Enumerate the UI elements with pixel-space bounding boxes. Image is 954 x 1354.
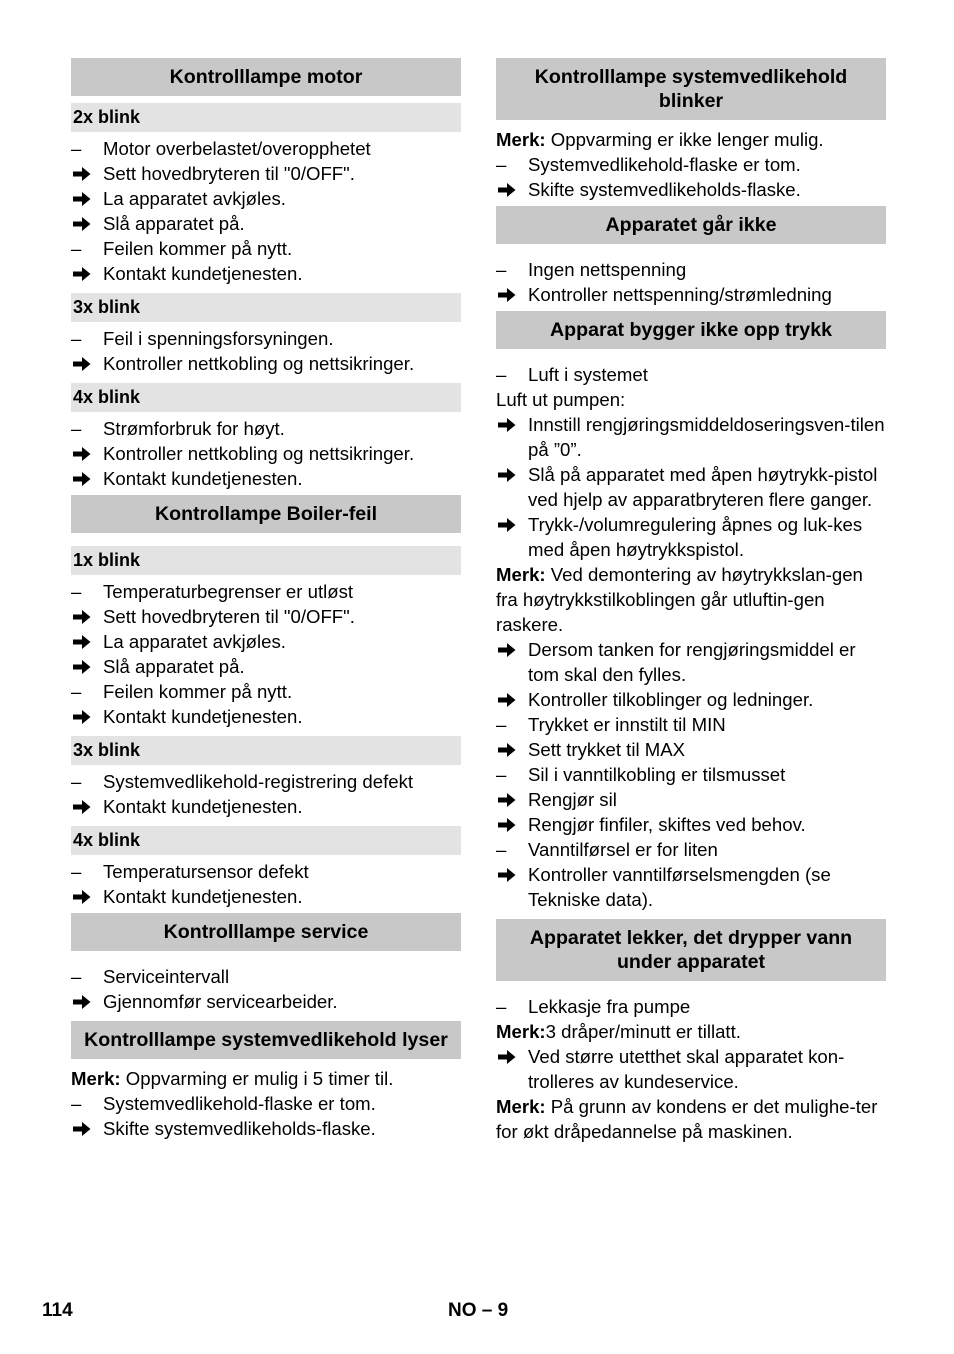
arrow-right-icon <box>73 211 97 236</box>
systemvedlikehold-blinker-list <box>496 152 886 202</box>
blink-item-list <box>71 859 461 909</box>
list-item-text: Lekkasje fra pumpe <box>528 996 691 1017</box>
cause-list-item <box>71 1091 461 1116</box>
trykk-list-3 <box>496 637 886 912</box>
arrow-right-icon <box>498 687 522 712</box>
action-list-item <box>71 466 461 491</box>
dash-bullet-icon: – <box>496 154 507 175</box>
action-list-item <box>71 441 461 466</box>
blink-item-list <box>71 326 461 376</box>
action-list-item <box>71 989 461 1014</box>
dash-bullet-icon: – <box>71 771 82 792</box>
section-heading-motor: Kontrolllampe motor <box>71 58 461 96</box>
section-heading-gar-ikke: Apparatet går ikke <box>496 206 886 244</box>
list-item-text: Skifte systemvedlikeholds-flaske. <box>103 1118 376 1139</box>
list-item-text: Temperatursensor defekt <box>103 861 309 882</box>
list-item-text: Feilen kommer på nytt. <box>103 681 293 702</box>
section-heading-lekker: Apparatet lekker, det drypper vann under apparatet <box>496 919 886 981</box>
dash-bullet-icon: – <box>496 839 507 860</box>
systemvedlikehold-lyser-list <box>71 1091 461 1141</box>
action-list-item <box>496 812 886 837</box>
gar-ikke-list <box>496 257 886 307</box>
note-lekker-1 <box>496 1019 886 1044</box>
list-item-text: Kontakt kundetjenesten. <box>103 796 303 817</box>
arrow-right-icon <box>73 654 97 679</box>
arrow-right-icon <box>498 1044 522 1069</box>
note-label: Merk: <box>71 1068 121 1089</box>
list-item-text: Ingen nettspenning <box>528 259 687 280</box>
note-systemvedlikehold-lyser <box>71 1066 461 1091</box>
cause-list-item <box>71 679 461 704</box>
list-item-text: Gjennomfør servicearbeider. <box>103 991 338 1012</box>
blink-item-list <box>71 416 461 491</box>
list-item-text: Rengjør sil <box>528 789 617 810</box>
arrow-right-icon <box>498 282 522 307</box>
action-list-item <box>496 787 886 812</box>
dash-bullet-icon: – <box>71 328 82 349</box>
list-item-text: Rengjør finfiler, skiftes ved behov. <box>528 814 806 835</box>
list-item-text: Systemvedlikehold-registrering defekt <box>103 771 414 792</box>
action-list-item <box>71 211 461 236</box>
note-label: Merk: <box>496 1096 546 1117</box>
right-column <box>496 58 886 1144</box>
action-list-item <box>496 177 886 202</box>
note-label: Merk: <box>496 129 546 150</box>
list-item-text: Sett trykket til MAX <box>528 739 686 760</box>
cause-list-item <box>71 859 461 884</box>
boiler-groups <box>71 546 461 909</box>
action-list-item <box>71 794 461 819</box>
arrow-right-icon <box>73 351 97 376</box>
note-label: Merk: <box>496 564 546 585</box>
arrow-right-icon <box>73 794 97 819</box>
arrow-right-icon <box>73 604 97 629</box>
note-text: På grunn av kondens er det mulighe-ter for økt dråpedannelse på maskinen. <box>496 1096 878 1142</box>
note-text: 3 dråper/minutt er tillatt. <box>545 1021 741 1042</box>
section-heading-systemvedlikehold-blinker: Kontrolllampe systemvedlikehold blinker <box>496 58 886 120</box>
subheading-blink-count: 3x blink <box>71 293 461 322</box>
dash-bullet-icon: – <box>496 364 507 385</box>
cause-list-item <box>496 362 886 387</box>
action-list-item <box>71 654 461 679</box>
dash-bullet-icon: – <box>496 259 507 280</box>
cause-list-item <box>71 416 461 441</box>
dash-bullet-icon: – <box>71 861 82 882</box>
dash-bullet-icon: – <box>71 238 82 259</box>
trykk-item-1 <box>496 362 886 387</box>
list-item-text: Strømforbruk for høyt. <box>103 418 285 439</box>
cause-list-item <box>71 964 461 989</box>
list-item-text: Kontroller nettkobling og nettsikringer. <box>103 443 415 464</box>
arrow-right-icon <box>498 812 522 837</box>
arrow-right-icon <box>498 787 522 812</box>
cause-list-item <box>71 769 461 794</box>
service-list <box>71 964 461 1014</box>
note-systemvedlikehold-blinker <box>496 127 886 152</box>
action-list-item <box>496 512 886 562</box>
subheading-blink-count: 4x blink <box>71 383 461 412</box>
list-item-text: Innstill rengjøringsmiddeldoseringsven-tilen på ”0”. <box>528 414 885 460</box>
dash-bullet-icon: – <box>71 966 82 987</box>
arrow-right-icon <box>498 512 522 537</box>
subheading-blink-count: 2x blink <box>71 103 461 132</box>
arrow-right-icon <box>73 466 97 491</box>
list-item-text: Kontroller tilkoblinger og ledninger. <box>528 689 814 710</box>
note-text: Oppvarming er mulig i 5 timer til. <box>120 1068 394 1089</box>
note-text: Oppvarming er ikke lenger mulig. <box>545 129 824 150</box>
list-item-text: Systemvedlikehold-flaske er tom. <box>528 154 801 175</box>
list-item-text: Kontroller nettkobling og nettsikringer. <box>103 353 415 374</box>
dash-bullet-icon: – <box>71 418 82 439</box>
action-list-item <box>71 351 461 376</box>
action-list-item <box>496 687 886 712</box>
arrow-right-icon <box>73 186 97 211</box>
list-item-text: Kontroller vanntilførselsmengden (se Tekniske data). <box>528 864 831 910</box>
arrow-right-icon <box>498 462 522 487</box>
section-page-label: NO – 9 <box>448 1300 509 1321</box>
dash-bullet-icon: – <box>71 138 82 159</box>
dash-bullet-icon: – <box>71 1093 82 1114</box>
dash-bullet-icon: – <box>496 764 507 785</box>
list-item-text: Kontroller nettspenning/strømledning <box>528 284 832 305</box>
section-heading-trykk: Apparat bygger ikke opp trykk <box>496 311 886 349</box>
cause-list-item <box>496 837 886 862</box>
list-item-text: Dersom tanken for rengjøringsmiddel er tom skal den fylles. <box>528 639 856 685</box>
subheading-blink-count: 3x blink <box>71 736 461 765</box>
note-lekker-2 <box>496 1094 886 1144</box>
action-list-item <box>71 629 461 654</box>
lekker-item-2 <box>496 1044 886 1094</box>
list-item-text: Skifte systemvedlikeholds-flaske. <box>528 179 801 200</box>
action-list-item <box>496 862 886 912</box>
list-item-text: Sil i vanntilkobling er tilsmusset <box>528 764 786 785</box>
list-item-text: Slå apparatet på. <box>103 213 245 234</box>
cause-list-item <box>496 712 886 737</box>
action-list-item <box>496 637 886 687</box>
arrow-right-icon <box>73 629 97 654</box>
trykk-list-2 <box>496 412 886 562</box>
arrow-right-icon <box>73 704 97 729</box>
note-trykk <box>496 562 886 637</box>
list-item-text: Temperaturbegrenser er utløst <box>103 581 354 602</box>
cause-list-item <box>496 152 886 177</box>
list-item-text: Luft i systemet <box>528 364 648 385</box>
arrow-right-icon <box>498 862 522 887</box>
lekker-item-1 <box>496 994 886 1019</box>
action-list-item <box>71 261 461 286</box>
arrow-right-icon <box>73 884 97 909</box>
action-list-item <box>71 884 461 909</box>
arrow-right-icon <box>498 737 522 762</box>
list-item-text: Sett hovedbryteren til "0/OFF". <box>103 606 355 627</box>
subheading-blink-count: 4x blink <box>71 826 461 855</box>
arrow-right-icon <box>498 412 522 437</box>
action-list-item <box>496 737 886 762</box>
list-item-text: Feilen kommer på nytt. <box>103 238 293 259</box>
cause-list-item <box>496 762 886 787</box>
trykk-paragraph: Luft ut pumpen: <box>496 389 626 410</box>
cause-list-item <box>71 136 461 161</box>
arrow-right-icon <box>498 177 522 202</box>
list-item-text: Kontakt kundetjenesten. <box>103 886 303 907</box>
dash-bullet-icon: – <box>71 581 82 602</box>
list-item-text: Slå på apparatet med åpen høytrykk-pistol ved hjelp av apparatbryteren flere ganger. <box>528 464 878 510</box>
arrow-right-icon <box>498 637 522 662</box>
list-item-text: Feil i spenningsforsyningen. <box>103 328 334 349</box>
list-item-text: La apparatet avkjøles. <box>103 631 286 652</box>
section-heading-boiler: Kontrollampe Boiler-feil <box>71 495 461 533</box>
action-list-item <box>71 704 461 729</box>
action-list-item <box>496 462 886 512</box>
list-item-text: Slå apparatet på. <box>103 656 245 677</box>
arrow-right-icon <box>73 1116 97 1141</box>
action-list-item <box>496 412 886 462</box>
list-item-text: Kontakt kundetjenesten. <box>103 263 303 284</box>
dash-bullet-icon: – <box>496 714 507 735</box>
left-column <box>71 58 461 1141</box>
action-list-item <box>71 604 461 629</box>
subheading-blink-count: 1x blink <box>71 546 461 575</box>
page-number: 114 <box>42 1300 73 1321</box>
arrow-right-icon <box>73 261 97 286</box>
list-item-text: Serviceintervall <box>103 966 230 987</box>
blink-item-list <box>71 769 461 819</box>
action-list-item <box>71 186 461 211</box>
section-heading-systemvedlikehold-lyser: Kontrolllampe systemvedlikehold lyser <box>71 1021 461 1059</box>
motor-groups <box>71 103 461 491</box>
list-item-text: Kontakt kundetjenesten. <box>103 468 303 489</box>
action-list-item <box>71 1116 461 1141</box>
arrow-right-icon <box>73 989 97 1014</box>
blink-item-list <box>71 136 461 286</box>
section-heading-service: Kontrolllampe service <box>71 913 461 951</box>
note-label: Merk: <box>496 1021 546 1042</box>
list-item-text: Sett hovedbryteren til "0/OFF". <box>103 163 355 184</box>
dash-bullet-icon: – <box>496 996 507 1017</box>
blink-item-list <box>71 579 461 729</box>
cause-list-item <box>496 994 886 1019</box>
arrow-right-icon <box>73 161 97 186</box>
list-item-text: Ved større utetthet skal apparatet kon-trolleres av kundeservice. <box>528 1046 845 1092</box>
cause-list-item <box>71 236 461 261</box>
cause-list-item <box>496 257 886 282</box>
action-list-item <box>496 1044 886 1094</box>
list-item-text: Trykk-/volumregulering åpnes og luk-kes med åpen høytrykkspistol. <box>528 514 863 560</box>
arrow-right-icon <box>73 441 97 466</box>
list-item-text: Systemvedlikehold-flaske er tom. <box>103 1093 376 1114</box>
note-text: Ved demontering av høytrykkslan-gen fra høytrykkstilkoblingen går utluftin-gen raskere. <box>496 564 863 635</box>
list-item-text: Motor overbelastet/overopphetet <box>103 138 371 159</box>
list-item-text: Trykket er innstilt til MIN <box>528 714 726 735</box>
list-item-text: Kontakt kundetjenesten. <box>103 706 303 727</box>
cause-list-item <box>71 326 461 351</box>
cause-list-item <box>71 579 461 604</box>
list-item-text: La apparatet avkjøles. <box>103 188 286 209</box>
action-list-item <box>71 161 461 186</box>
dash-bullet-icon: – <box>71 681 82 702</box>
action-list-item <box>496 282 886 307</box>
list-item-text: Vanntilførsel er for liten <box>528 839 718 860</box>
